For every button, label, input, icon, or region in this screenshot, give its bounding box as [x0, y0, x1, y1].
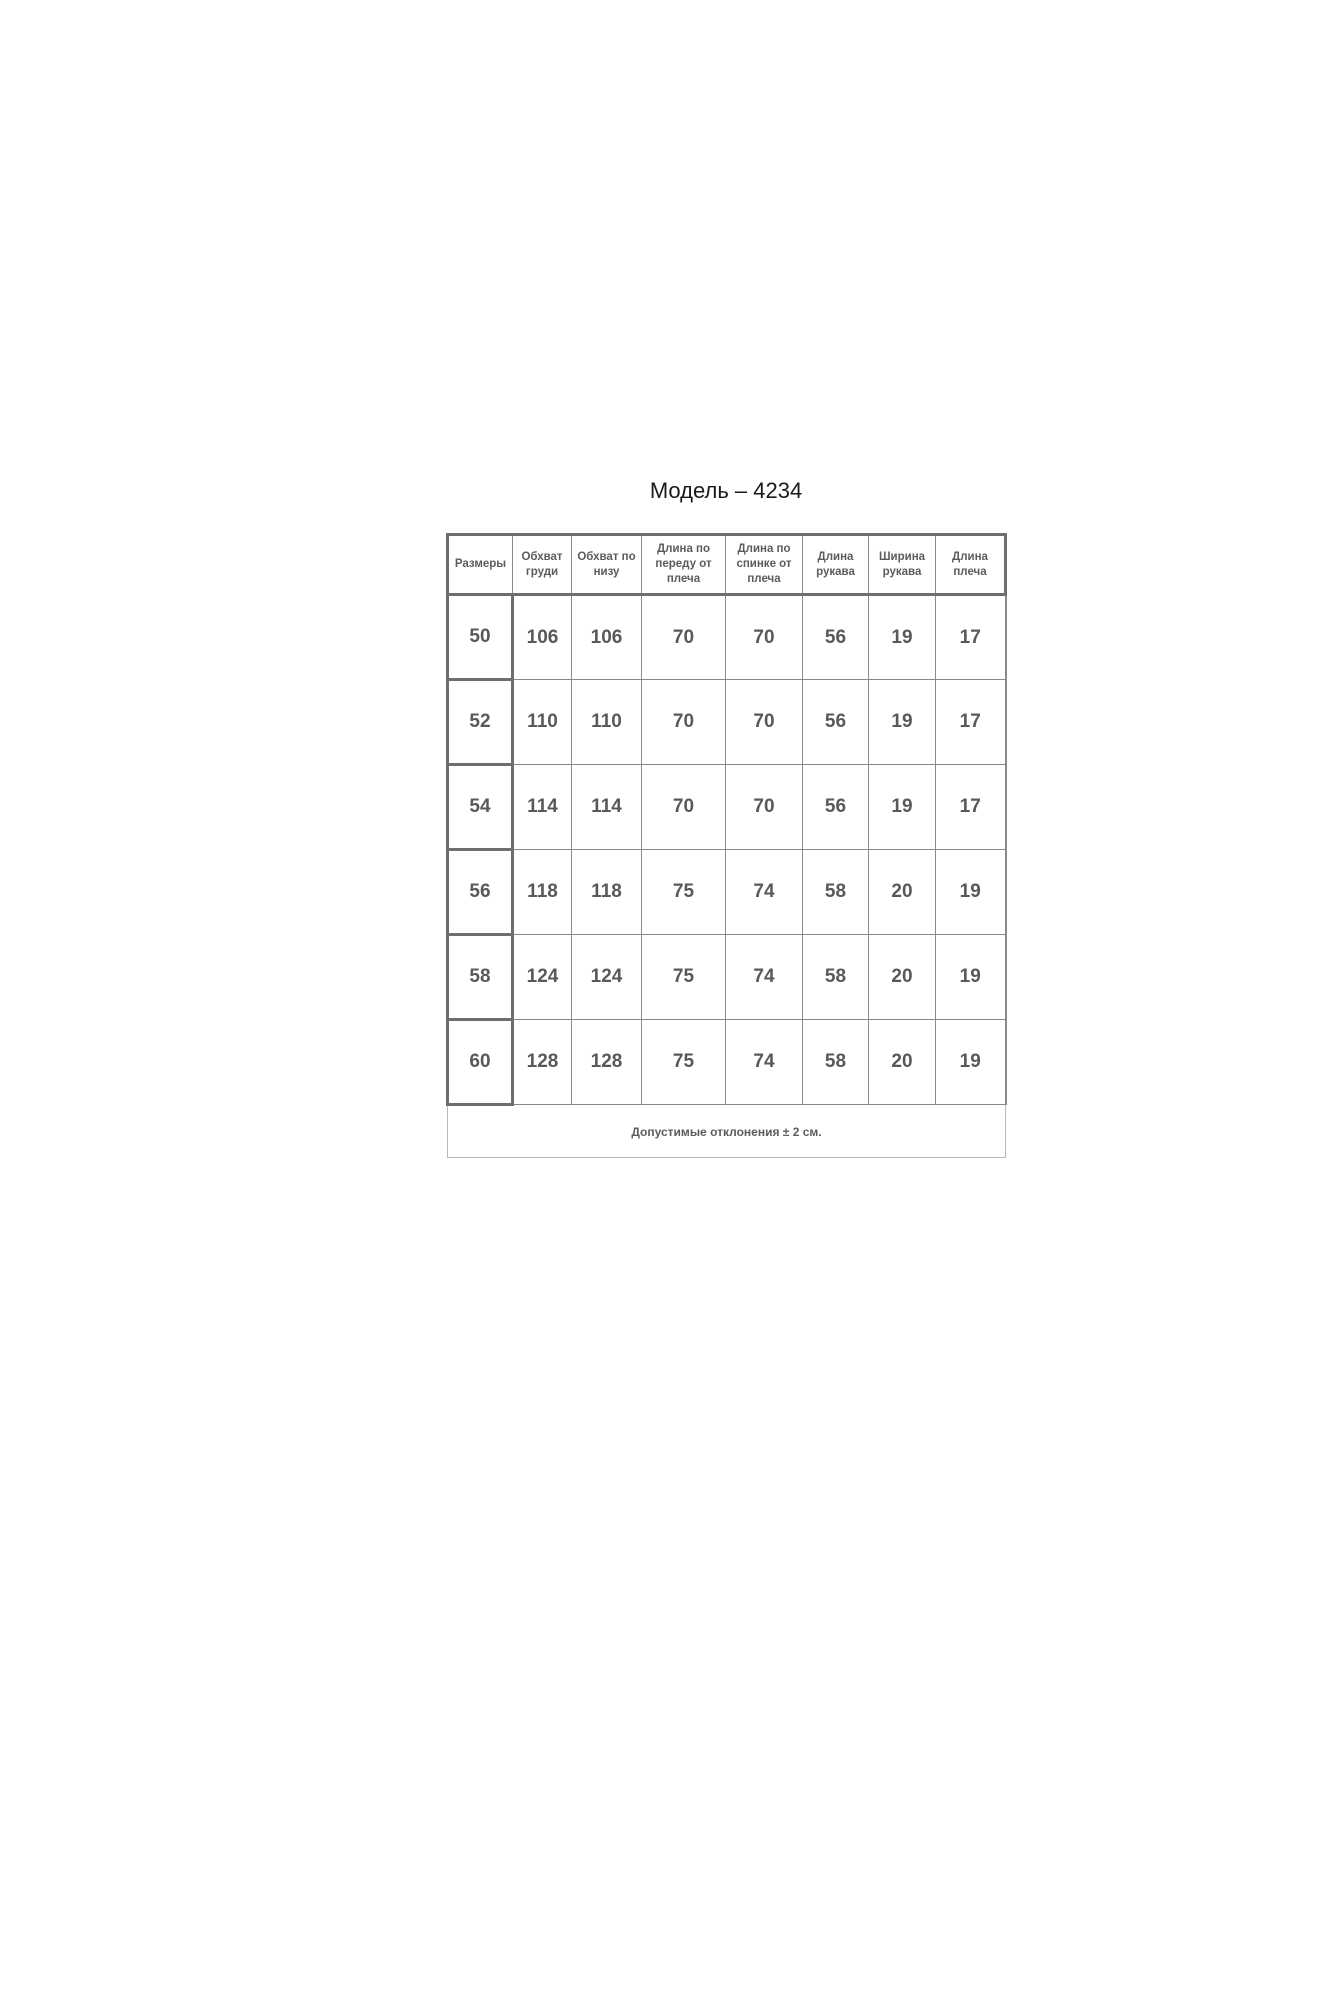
table-cell: 106: [572, 595, 642, 680]
size-cell: 56: [448, 850, 513, 935]
header-chest-girth: Обхват груди: [513, 535, 572, 595]
table-cell: 20: [869, 850, 936, 935]
table-cell: 118: [572, 850, 642, 935]
table-cell: 17: [936, 680, 1006, 765]
size-cell: 60: [448, 1020, 513, 1105]
table-cell: 19: [936, 850, 1006, 935]
table-row: [448, 595, 1006, 680]
size-cell: 52: [448, 680, 513, 765]
size-chart-table: [446, 533, 1007, 1158]
table-cell: 58: [803, 1020, 869, 1105]
table-cell: 20: [869, 1020, 936, 1105]
size-cell: 54: [448, 765, 513, 850]
table-cell: 20: [869, 935, 936, 1020]
table-row: [448, 765, 1006, 850]
size-cell: 58: [448, 935, 513, 1020]
table-cell: 58: [803, 850, 869, 935]
table-cell: 106: [513, 595, 572, 680]
header-hem-girth: Обхват по низу: [572, 535, 642, 595]
table-row: [448, 680, 1006, 765]
table-cell: 114: [572, 765, 642, 850]
table-cell: 75: [642, 850, 726, 935]
table-cell: 19: [869, 765, 936, 850]
table-cell: 110: [572, 680, 642, 765]
table-footer-row: [448, 1105, 1006, 1158]
header-shoulder-length: Длина плеча: [936, 535, 1006, 595]
table-cell: 70: [642, 680, 726, 765]
table-cell: 58: [803, 935, 869, 1020]
table-cell: 124: [572, 935, 642, 1020]
table-cell: 70: [642, 595, 726, 680]
page-title: Модель – 4234: [649, 478, 803, 503]
table-cell: 56: [803, 680, 869, 765]
table-cell: 70: [726, 595, 803, 680]
header-sleeve-length: Длина рукава: [803, 535, 869, 595]
table-cell: 17: [936, 765, 1006, 850]
header-back-length: Длина по спинке от плеча: [726, 535, 803, 595]
header-front-length: Длина по переду от плеча: [642, 535, 726, 595]
table-cell: 17: [936, 595, 1006, 680]
table-cell: 118: [513, 850, 572, 935]
table-cell: 56: [803, 595, 869, 680]
table-cell: 75: [642, 1020, 726, 1105]
table-cell: 124: [513, 935, 572, 1020]
table-cell: 70: [642, 765, 726, 850]
table-header-row: [448, 535, 1006, 595]
table-cell: 128: [572, 1020, 642, 1105]
size-cell: 50: [448, 595, 513, 680]
table-cell: 74: [726, 1020, 803, 1105]
table-cell: 128: [513, 1020, 572, 1105]
table-cell: 74: [726, 935, 803, 1020]
table-row: [448, 935, 1006, 1020]
table-cell: 70: [726, 680, 803, 765]
table-cell: 70: [726, 765, 803, 850]
table-cell: 74: [726, 850, 803, 935]
table-cell: 114: [513, 765, 572, 850]
header-sizes: Размеры: [448, 535, 513, 595]
table-row: [448, 850, 1006, 935]
table-cell: 19: [869, 595, 936, 680]
table-cell: 19: [936, 1020, 1006, 1105]
table-cell: 75: [642, 935, 726, 1020]
table-cell: 56: [803, 765, 869, 850]
tolerance-note: Допустимые отклонения ± 2 см.: [448, 1105, 1006, 1158]
header-sleeve-width: Ширина рукава: [869, 535, 936, 595]
table-cell: 110: [513, 680, 572, 765]
table-cell: 19: [869, 680, 936, 765]
table-cell: 19: [936, 935, 1006, 1020]
table-row: [448, 1020, 1006, 1105]
